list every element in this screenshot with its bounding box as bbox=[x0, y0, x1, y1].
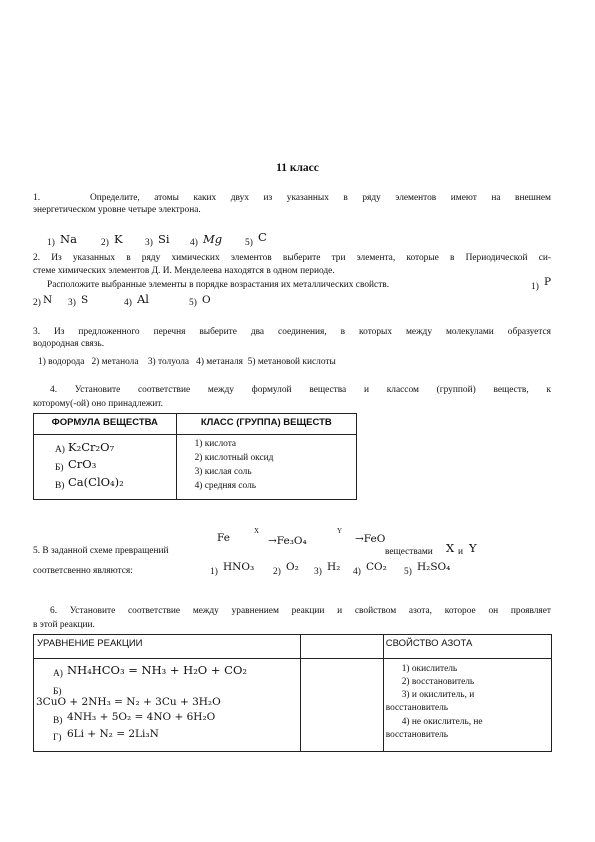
q4-classes-cell bbox=[176, 435, 356, 500]
q5-opt5-val: H₂SO₄ bbox=[417, 561, 451, 573]
q5-scheme-fe3o4: →Fe₃O₄ bbox=[268, 535, 307, 547]
q6-reaction-a-label: А) bbox=[53, 669, 63, 679]
q2-opt5-num: 5) bbox=[189, 298, 197, 308]
q6-reaction-b-label: Б) bbox=[53, 687, 62, 697]
q5-scheme-feo: →FeO bbox=[355, 533, 386, 545]
q5-opt3-val: H₂ bbox=[327, 561, 341, 573]
q4-formulas-cell bbox=[34, 435, 177, 500]
q4-formula-b: CrO₃ bbox=[68, 457, 97, 471]
q2-opt2-num: 2) bbox=[33, 298, 41, 308]
q1-opt5-num: 5) bbox=[245, 238, 253, 248]
q4-formula-b-label: Б) bbox=[55, 463, 64, 473]
q6-reaction-c-label: В) bbox=[53, 716, 63, 726]
q1-opt1-num: 1) bbox=[47, 238, 55, 248]
q2-line2: стеме химических элементов Д. И. Менделеева находятся в одном периоде. bbox=[33, 266, 335, 276]
q6-prop-1: 1) окислитель bbox=[401, 664, 458, 674]
q6-prop-3b: восстановитель bbox=[385, 703, 449, 713]
q5-xy-and: и bbox=[458, 547, 464, 557]
q5-respectively: соответсвенно являются: bbox=[33, 566, 133, 576]
q4-class-2: 2) кислотный оксид bbox=[194, 453, 274, 463]
q5-scheme-y: Y bbox=[337, 527, 343, 535]
q2-opt3-num: 3) bbox=[68, 298, 76, 308]
q6-reaction-d: 6Li + N₂ = 2Li₃N bbox=[67, 728, 159, 740]
q1-number: 1. bbox=[33, 193, 41, 203]
q5-opt1-num: 1) bbox=[210, 567, 218, 577]
q2-opt5-val: O bbox=[202, 294, 211, 306]
q1-opt4-num: 4) bbox=[190, 238, 198, 248]
q2-opt4-num: 4) bbox=[124, 298, 132, 308]
q1-opt2-num: 2) bbox=[101, 238, 109, 248]
q5-scheme-x: X bbox=[254, 527, 260, 535]
q2-opt1-num: 1) bbox=[531, 282, 539, 292]
q6-prop-2: 2) восстановитель bbox=[401, 677, 475, 687]
page-title: 11 класс bbox=[276, 162, 319, 174]
q6-prop-4b: восстановитель bbox=[385, 730, 449, 740]
q6-col2-header bbox=[300, 635, 383, 659]
q1-opt3-num: 3) bbox=[145, 238, 153, 248]
q5-substances: веществами bbox=[385, 547, 433, 557]
q6-table bbox=[33, 634, 552, 752]
q4-class-1: 1) кислота bbox=[194, 439, 237, 449]
q6-col3-header: СВОЙСТВО АЗОТА bbox=[383, 635, 551, 659]
q6-prop-3: 3) и окислитель, и bbox=[401, 690, 475, 700]
q1-opt5-val: C bbox=[258, 230, 267, 244]
q6-line1: 6. Установите соответствие между уравнением реакции и свойством азота, которое он проявляет bbox=[50, 606, 551, 616]
q6-reaction-b: 3CuO + 2NH₃ = N₂ + 3Cu + 3H₂O bbox=[36, 696, 221, 708]
q1-opt1-val: Na bbox=[60, 232, 77, 246]
q2-opt2-val: N bbox=[43, 294, 53, 306]
q5-opt1-val: HNO₃ bbox=[223, 561, 255, 573]
q3-line1: 3. Из предложенного перечня выберите два соединения, в которых между молекулами образуется bbox=[33, 327, 551, 337]
q5-xy-x: X bbox=[446, 541, 455, 555]
q4-formula-c-label: В) bbox=[55, 481, 65, 491]
q1-opt4-val: Mg bbox=[203, 232, 223, 246]
q5-opt4-num: 4) bbox=[353, 567, 361, 577]
q2-opt4-val: Al bbox=[137, 292, 149, 306]
q4-formula-a: K₂Cr₂O₇ bbox=[68, 440, 115, 454]
q5-scheme-fe: Fe bbox=[217, 532, 230, 544]
q4-col1-header: ФОРМУЛА ВЕЩЕСТВА bbox=[34, 414, 177, 435]
q4-class-4: 4) средняя соль bbox=[194, 481, 257, 491]
q4-line1: 4. Установите соответствие между формулой вещества и классом (группой) веществ, к bbox=[50, 385, 551, 395]
q4-table bbox=[33, 413, 357, 500]
q4-col2-header: КЛАСС (ГРУППА) ВЕЩЕСТВ bbox=[176, 414, 356, 435]
q1-opt3-val: Si bbox=[158, 232, 170, 246]
q2-opt3-val: S bbox=[81, 294, 89, 306]
q6-reaction-a: NH₄HCO₃ = NH₃ + H₂O + CO₂ bbox=[67, 663, 248, 677]
q5-opt4-val: CO₂ bbox=[366, 561, 387, 573]
q3-options: 1) водорода 2) метанола 3) толуола 4) метаналя 5) метановой кислоты bbox=[38, 357, 336, 367]
q2-line3: Расположите выбранные элементы в порядке возрастания их металлических свойств. bbox=[47, 280, 390, 290]
q4-formula-a-label: А) bbox=[55, 445, 65, 455]
q6-col1-header: УРАВНЕНИЕ РЕАКЦИИ bbox=[34, 635, 301, 659]
q6-props-cell bbox=[383, 659, 551, 752]
q6-line2: в этой реакции. bbox=[33, 620, 95, 630]
q4-line2: которому(-ой) оно принадлежит. bbox=[33, 399, 164, 409]
q6-reaction-d-label: Г) bbox=[53, 733, 62, 743]
q5-opt2-num: 2) bbox=[273, 567, 281, 577]
q4-formula-c: Ca(ClO₄)₂ bbox=[68, 475, 124, 489]
q2-opt1-val: P bbox=[544, 276, 552, 288]
q1-text-line1: Определите, атомы каких двух из указанных в ряду элементов имеют на внешнем bbox=[90, 193, 551, 203]
q5-xy-y: Y bbox=[469, 541, 477, 555]
q5-opt2-val: O₂ bbox=[286, 561, 299, 573]
q6-reaction-c: 4NH₃ + 5O₂ = 4NO + 6H₂O bbox=[67, 711, 216, 723]
q1-opt2-val: K bbox=[114, 232, 123, 246]
q6-reactions-cell bbox=[34, 659, 301, 752]
q5-intro: 5. В заданной схеме превращений bbox=[33, 546, 169, 556]
q6-empty-cell bbox=[300, 659, 383, 752]
q3-line2: водородная связь. bbox=[33, 339, 105, 349]
q5-opt5-num: 5) bbox=[404, 567, 412, 577]
q5-opt3-num: 3) bbox=[314, 567, 322, 577]
q1-text-line2: энергетическом уровне четыре электрона. bbox=[33, 205, 201, 215]
q2-line1: 2. Из указанных в ряду химических элементов выберите три элемента, которые в Периодической си- bbox=[33, 253, 551, 263]
q6-prop-4: 4) не окислитель, не bbox=[401, 717, 483, 727]
q4-class-3: 3) кислая соль bbox=[194, 467, 252, 477]
